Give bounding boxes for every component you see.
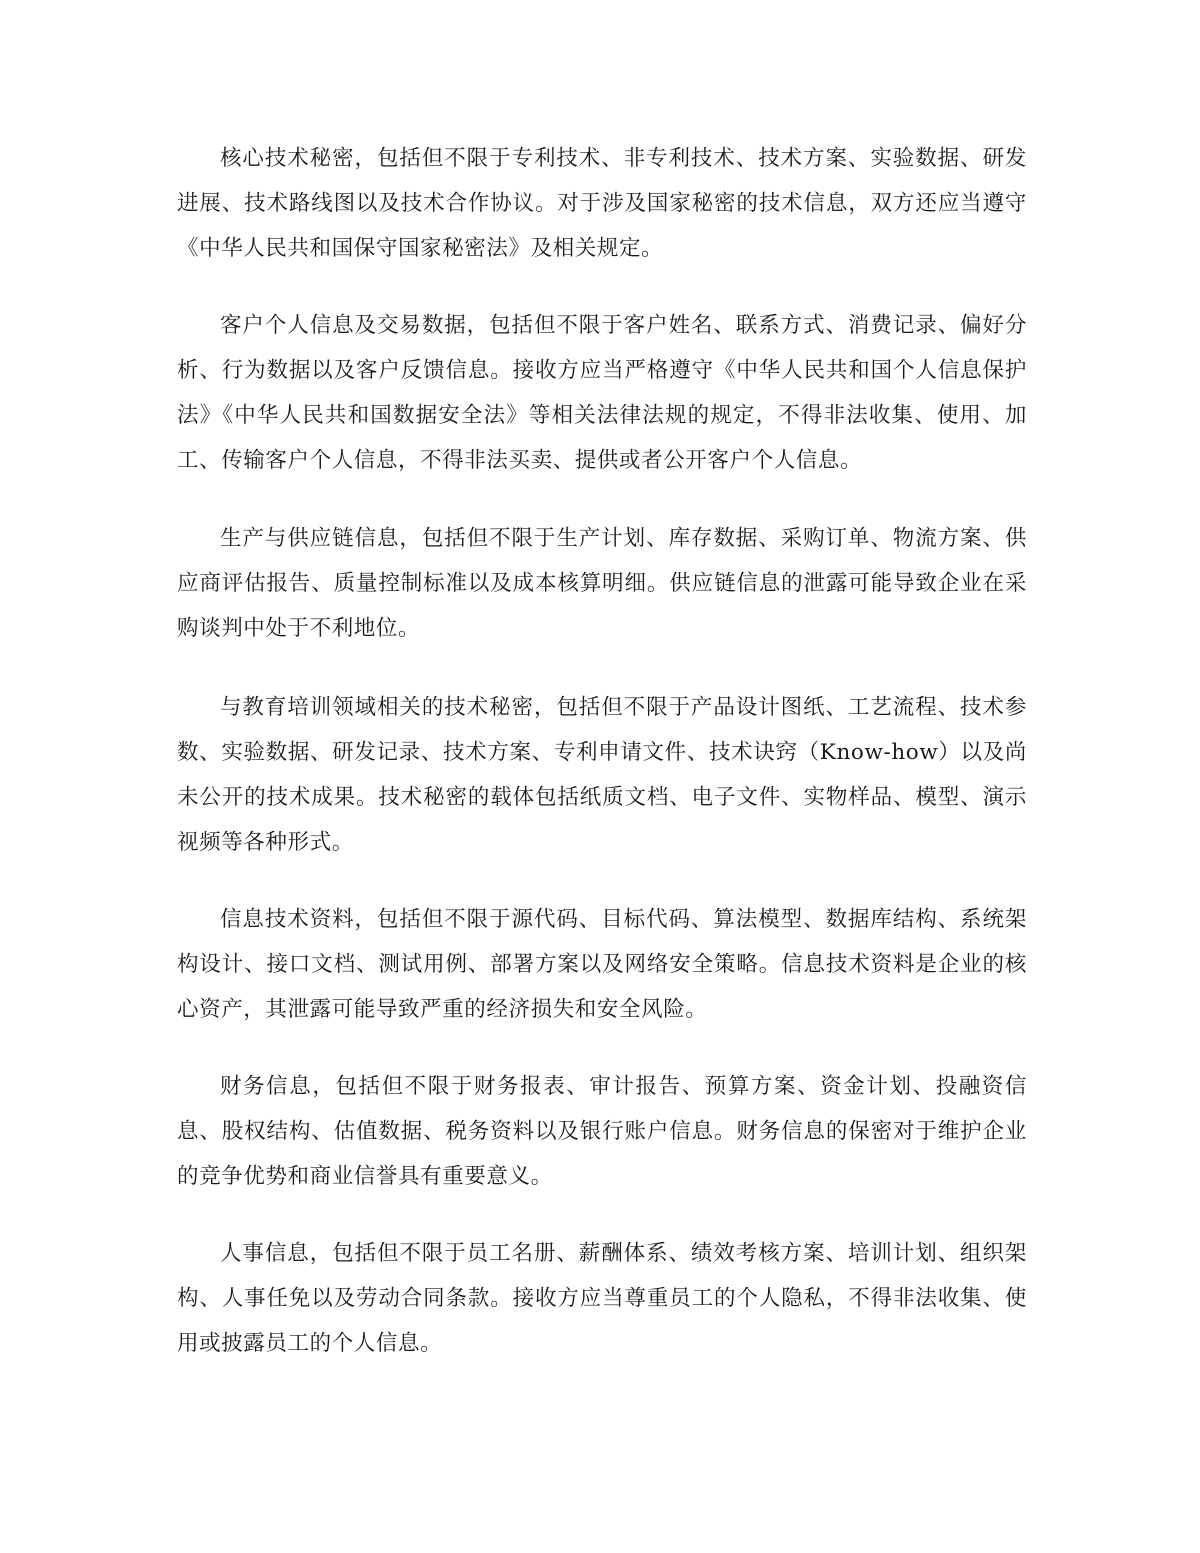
document-body — [177, 136, 1027, 1398]
paragraph-it-materials: 信息技术资料，包括但不限于源代码、目标代码、算法模型、数据库结构、系统架构设计、接口文档、测试用例、部署方案以及网络安全策略。信息技术资料是企业的核心资产，其泄露可能导致严重的经济损失和安全风险。 — [177, 907, 1027, 1022]
paragraph-core-technical-secrets: 核心技术秘密，包括但不限于专利技术、非专利技术、技术方案、实验数据、研发进展、技术路线图以及技术合作协议。对于涉及国家秘密的技术信息，双方还应当遵守《中华人民共和国保守国家秘密法》及相关规定。 — [177, 146, 1027, 261]
paragraph-personnel-info: 人事信息，包括但不限于员工名册、薪酬体系、绩效考核方案、培训计划、组织架构、人事任免以及劳动合同条款。接收方应当尊重员工的个人隐私，不得非法收集、使用或披露员工的个人信息。 — [177, 1241, 1027, 1356]
paragraph-financial-info: 财务信息，包括但不限于财务报表、审计报告、预算方案、资金计划、投融资信息、股权结构、估值数据、税务资料以及银行账户信息。财务信息的保密对于维护企业的竞争优势和商业信誉具有重要意义。 — [177, 1074, 1027, 1189]
paragraph-supply-chain-info: 生产与供应链信息，包括但不限于生产计划、库存数据、采购订单、物流方案、供应商评估报告、质量控制标准以及成本核算明细。供应链信息的泄露可能导致企业在采购谈判中处于不利地位。 — [177, 526, 1027, 641]
paragraph-education-technical-secrets: 与教育培训领域相关的技术秘密，包括但不限于产品设计图纸、工艺流程、技术参数、实验数据、研发记录、技术方案、专利申请文件、技术诀窍（Know-how）以及尚未公开的技术成果。技术秘密的载体包括纸质文档、电子文件、实物样品、模型、演示视频等各种形式。 — [177, 695, 1027, 855]
paragraph-customer-personal-info: 客户个人信息及交易数据，包括但不限于客户姓名、联系方式、消费记录、偏好分析、行为数据以及客户反馈信息。接收方应当严格遵守《中华人民共和国个人信息保护法》《中华人民共和国数据安全法》等相关法律法规的规定，不得非法收集、使用、加工、传输客户个人信息，不得非法买卖、提供或者公开客户个人信息。 — [177, 313, 1027, 473]
